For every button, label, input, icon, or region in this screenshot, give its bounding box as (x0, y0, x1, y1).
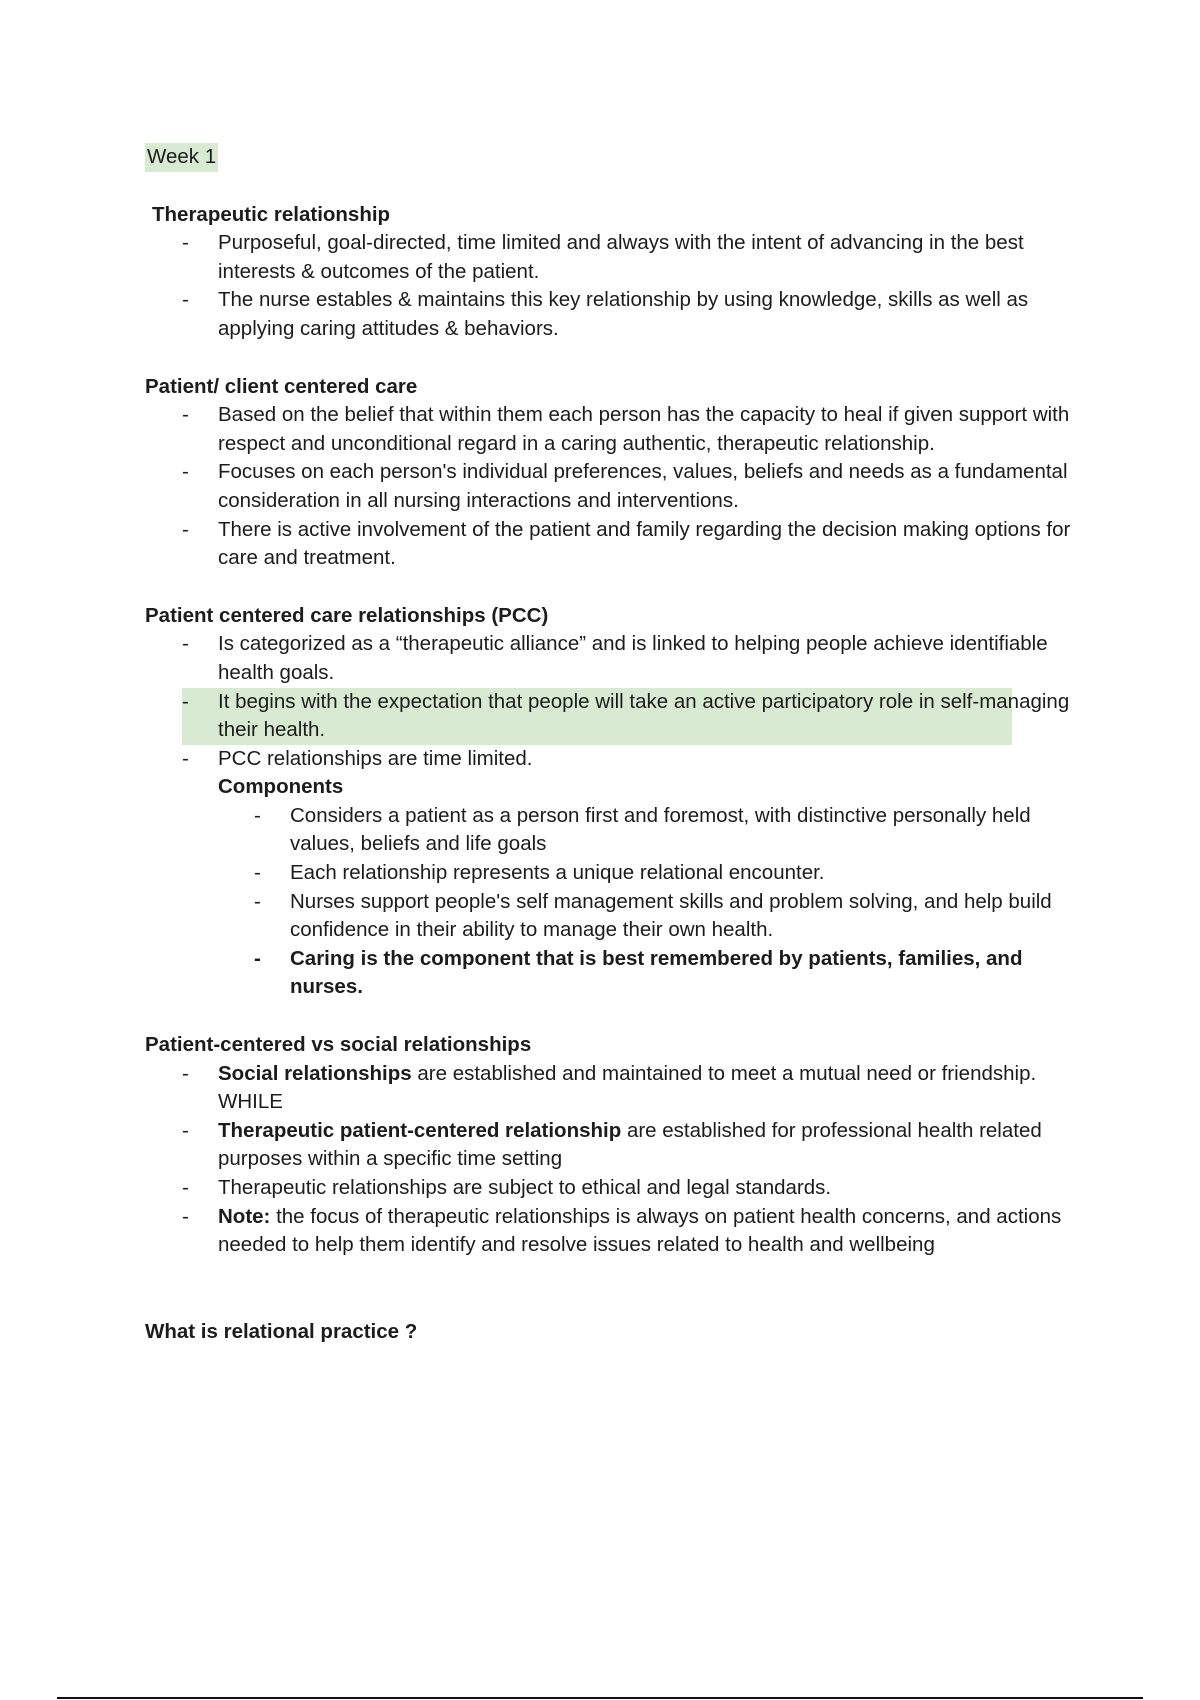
list-item: - Therapeutic relationships are subject to ethical and legal standards. (145, 1174, 1100, 1203)
list-item-highlighted: - It begins with the expectation that people will take an active participatory role in self-managing their health. (145, 688, 1100, 745)
list-item: - Purposeful, goal-directed, time limited and always with the intent of advancing in the best interests & outcomes of the patient. (145, 229, 1100, 286)
list-item (145, 1060, 1100, 1117)
social-relationships-text: are established and maintained to meet a mutual need or friendship. (411, 1061, 1037, 1085)
list-item: - Each relationship represents a unique relational encounter. (145, 859, 1100, 888)
components-label: Components (218, 775, 344, 799)
social-relationships-term: Social relationships (218, 1061, 412, 1085)
client-centered-care-list (145, 401, 1100, 573)
components-list (145, 802, 1100, 1002)
list-item (145, 1117, 1100, 1174)
list-item (145, 1203, 1100, 1260)
list-item: - Considers a patient as a person first and foremost, with distinctive personally held values, beliefs and life goals (145, 802, 1100, 859)
therapeutic-pcc-term: Therapeutic patient-centered relationship (218, 1118, 622, 1142)
heading-client-centered-care: Patient/ client centered care (145, 374, 418, 398)
list-item: - Based on the belief that within them each person has the capacity to heal if given support with respect and unconditional regard in a caring authentic, therapeutic relationship. (145, 401, 1100, 458)
list-item: - Nurses support people's self management skills and problem solving, and help build confidence in their ability to manage their own health. (145, 888, 1100, 945)
while-label: WHILE (218, 1090, 283, 1114)
document-content (145, 143, 1100, 1346)
note-text: the focus of therapeutic relationships is always on patient health concerns, and actions needed to help them identify and resolve issues related to health and wellbeing (218, 1204, 1062, 1257)
pcc-relationships-list (145, 630, 1100, 773)
list-item: - The nurse estables & maintains this key relationship by using knowledge, skills as well as applying caring attitudes & behaviors. (145, 286, 1100, 343)
vs-social-list (145, 1060, 1100, 1260)
heading-vs-social: Patient-centered vs social relationships (145, 1033, 532, 1057)
list-item: - There is active involvement of the patient and family regarding the decision making options for care and treatment. (145, 516, 1100, 573)
week-label: Week 1 (145, 143, 218, 172)
note-label: Note: (218, 1204, 271, 1228)
list-item: - Focuses on each person's individual preferences, values, beliefs and needs as a fundamental consideration in all nursing interactions and interventions. (145, 458, 1100, 515)
list-item: - PCC relationships are time limited. (145, 745, 1100, 774)
heading-relational-practice: What is relational practice ? (145, 1319, 418, 1343)
therapeutic-pcc-text: are established for professional health related purposes within a specific time setting (218, 1118, 1042, 1171)
list-item-bold: - Caring is the component that is best remembered by patients, families, and nurses. (145, 945, 1100, 1002)
therapeutic-list (145, 229, 1100, 343)
page-bottom-rule (57, 1697, 1143, 1699)
heading-therapeutic-relationship: Therapeutic relationship (152, 202, 391, 226)
list-item: - Is categorized as a “therapeutic alliance” and is linked to helping people achieve identifiable health goals. (145, 630, 1100, 687)
heading-pcc-relationships: Patient centered care relationships (PCC) (145, 603, 549, 627)
week-heading (145, 143, 1100, 172)
